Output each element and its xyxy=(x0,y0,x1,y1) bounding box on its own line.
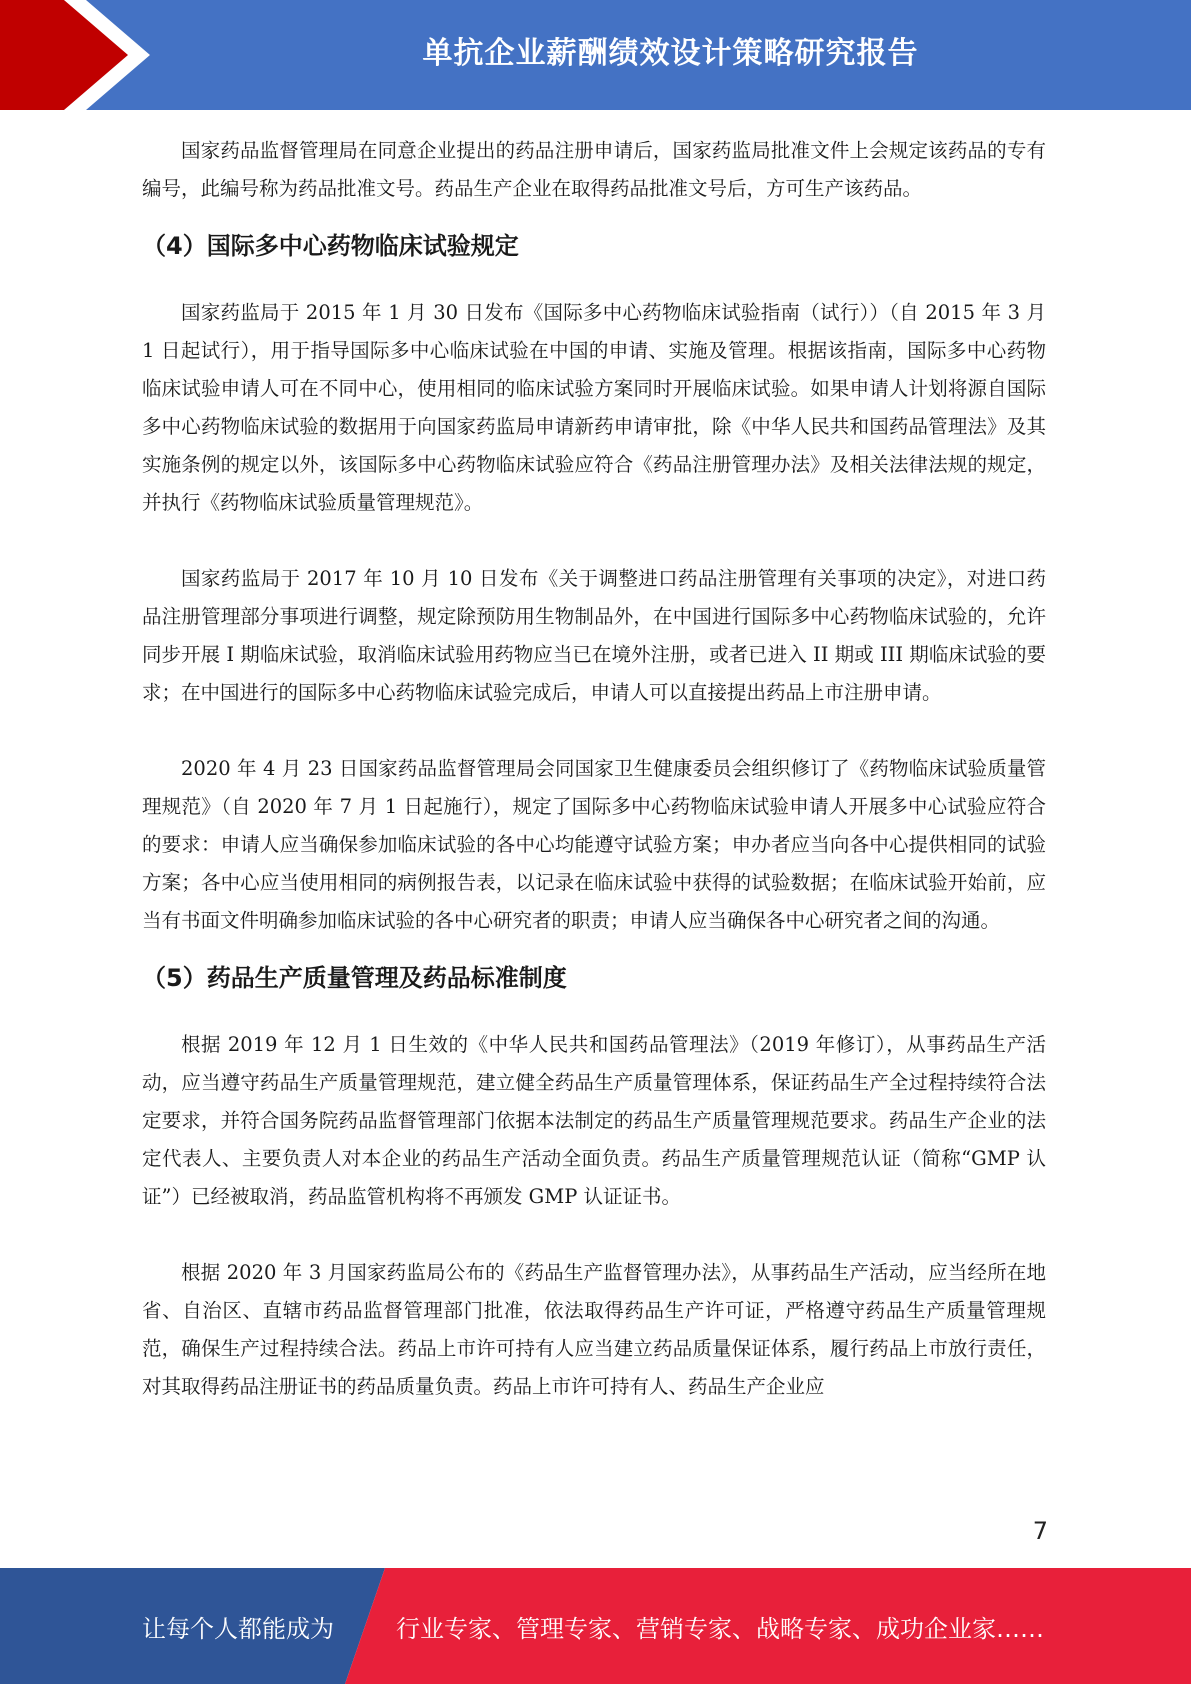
page-footer xyxy=(0,1568,1191,1684)
paragraph-2020-gcp: 2020 年 4 月 23 日国家药品监督管理局会同国家卫生健康委员会组织修订了《药物临床试验质量管理规范》（自 2020 年 7 月 1 日起施行），规定了国际多中心药物临床试验申请人开展多中心试验应符合的要求：申请人应当确保参加临床试验的各中心均能遵守试验方案；申办者应当向各中心提供相同的试验方案；各中心应当使用相同的病例报告表，以记录在临床试验中获得的试验数据；在临床试验开始前，应当有书面文件明确参加临床试验的各中心研究者的职责；申请人应当确保各中心研究者之间的沟通。 xyxy=(142,757,1046,932)
section-heading-4: （4）国际多中心药物临床试验规定 xyxy=(142,232,519,260)
footer-slogan-right: 行业专家、管理专家、营销专家、战略专家、成功企业家…… xyxy=(396,1614,1044,1643)
paragraph-2020-production-rules: 根据 2020 年 3 月国家药监局公布的《药品生产监督管理办法》，从事药品生产活动，应当经所在地省、自治区、直辖市药品监督管理部门批准，依法取得药品生产许可证，严格遵守药品生产质量管理规范，确保生产过程持续合法。药品上市许可持有人应当建立药品质量保证体系，履行药品上市放行责任，对其取得药品注册证书的药品质量负责。药品上市许可持有人、药品生产企业应 xyxy=(142,1261,1046,1398)
paragraph-2019-drug-law: 根据 2019 年 12 月 1 日生效的《中华人民共和国药品管理法》（2019 年修订），从事药品生产活动，应当遵守药品生产质量管理规范，建立健全药品生产质量管理体系，保证药品生产全过程持续符合法定要求，并符合国务院药品监督管理部门依据本法制定的药品生产质量管理规范要求。药品生产企业的法定代表人、主要负责人对本企业的药品生产活动全面负责。药品生产质量管理规范认证（简称“GMP 认证”）已经被取消，药品监管机构将不再颁发 GMP 认证证书。 xyxy=(142,1033,1046,1208)
document-body xyxy=(142,132,1046,1406)
section-heading-5: （5）药品生产质量管理及药品标准制度 xyxy=(142,964,567,992)
page-number: 7 xyxy=(1032,1517,1048,1545)
footer-slogan-left: 让每个人都能成为 xyxy=(142,1614,334,1643)
page-header xyxy=(0,0,1191,110)
report-title: 单抗企业薪酬绩效设计策略研究报告 xyxy=(422,36,919,71)
paragraph-approval-number: 国家药品监督管理局在同意企业提出的药品注册申请后，国家药监局批准文件上会规定该药品的专有编号，此编号称为药品批准文号。药品生产企业在取得药品批准文号后，方可生产该药品。 xyxy=(142,139,1046,200)
paragraph-2015-guideline: 国家药监局于 2015 年 1 月 30 日发布《国际多中心药物临床试验指南（试行））（自 2015 年 3 月 1 日起试行），用于指导国际多中心临床试验在中国的申请、实施及管理。根据该指南，国际多中心药物临床试验申请人可在不同中心，使用相同的临床试验方案同时开展临床试验。如果申请人计划将源自国际多中心药物临床试验的数据用于向国家药监局申请新药申请审批，除《中华人民共和国药品管理法》及其实施条例的规定以外，该国际多中心药物临床试验应符合《药品注册管理办法》及相关法律法规的规定，并执行《药物临床试验质量管理规范》。 xyxy=(142,301,1046,514)
paragraph-2017-decision: 国家药监局于 2017 年 10 月 10 日发布《关于调整进口药品注册管理有关事项的决定》，对进口药品注册管理部分事项进行调整，规定除预防用生物制品外，在中国进行国际多中心药物临床试验的，允许同步开展 I 期临床试验，取消临床试验用药物应当已在境外注册，或者已进入 II 期或 III 期临床试验的要求；在中国进行的国际多中心药物临床试验完成后，申请人可以直接提出药品上市注册申请。 xyxy=(142,567,1046,704)
